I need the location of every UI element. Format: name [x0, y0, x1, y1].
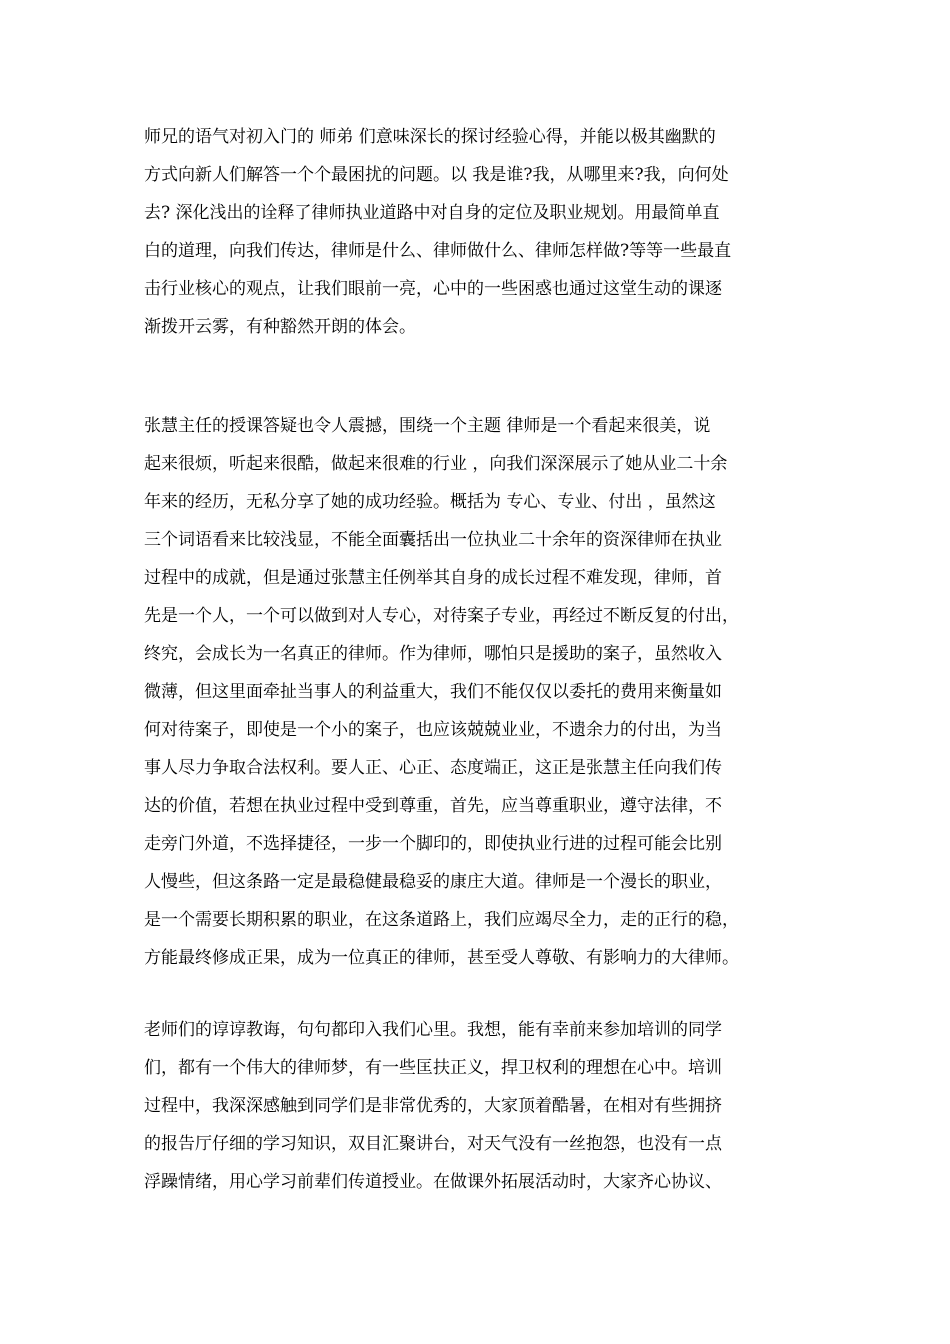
paragraph-2	[144, 407, 816, 977]
paragraph-line: 达的价值，若想在执业过程中受到尊重，首先，应当尊重职业，遵守法律，不	[144, 796, 722, 816]
paragraph-line: 年来的经历，无私分享了她的成功经验。概括为 专心、专业、付出 ，虽然这	[144, 492, 716, 512]
paragraph-line: 方能最终修成正果，成为一位真正的律师，甚至受人尊敬、有影响力的大律师。	[144, 948, 739, 968]
paragraph-line: 走旁门外道，不选择捷径，一步一个脚印的，即使执业行进的过程可能会比别	[144, 834, 722, 854]
paragraph-line: 老师们的谆谆教诲，句句都印入我们心里。我想，能有幸前来参加培训的同学	[144, 1020, 722, 1040]
paragraph-line: 们，都有一个伟大的律师梦，有一些匡扶正义，捍卫权利的理想在心中。培训	[144, 1058, 722, 1078]
paragraph-line: 张慧主任的授课答疑也令人震撼，围绕一个主题 律师是一个看起来很美，说	[144, 416, 711, 436]
paragraph-line: 三个词语看来比较浅显，不能全面囊括出一位执业二十余年的资深律师在执业	[144, 530, 722, 550]
paragraph-line: 白的道理，向我们传达，律师是什么、律师做什么、律师怎样做?等等一些最直	[144, 241, 732, 261]
paragraph-line: 过程中的成就，但是通过张慧主任例举其自身的成长过程不难发现，律师，首	[144, 568, 722, 588]
paragraph-line: 过程中，我深深感触到同学们是非常优秀的，大家顶着酷暑，在相对有些拥挤	[144, 1096, 722, 1116]
paragraph-line: 起来很烦，听起来很酷，做起来很难的行业 ，向我们深深展示了她从业二十余	[144, 454, 728, 474]
paragraph-line: 人慢些，但这条路一定是最稳健最稳妥的康庄大道。律师是一个漫长的职业，	[144, 872, 722, 892]
paragraph-line: 击行业核心的观点，让我们眼前一亮，心中的一些困惑也通过这堂生动的课逐	[144, 279, 722, 299]
paragraph-line: 终究，会成长为一名真正的律师。作为律师，哪怕只是援助的案子，虽然收入	[144, 644, 722, 664]
paragraph-line: 微薄，但这里面牵扯当事人的利益重大，我们不能仅仅以委托的费用来衡量如	[144, 682, 722, 702]
paragraph-line: 何对待案子，即使是一个小的案子，也应该兢兢业业，不遗余力的付出，为当	[144, 720, 722, 740]
paragraph-3	[144, 1011, 816, 1201]
paragraph-line: 去? 深化浅出的诠释了律师执业道路中对自身的定位及职业规划。用最简单直	[144, 203, 720, 223]
paragraph-line: 的报告厅仔细的学习知识，双目汇聚讲台，对天气没有一丝抱怨，也没有一点	[144, 1134, 722, 1154]
paragraph-line: 浮躁情绪，用心学习前辈们传道授业。在做课外拓展活动时，大家齐心协议、	[144, 1172, 722, 1192]
paragraph-line: 渐拨开云雾，有种豁然开朗的体会。	[144, 317, 416, 337]
paragraph-line: 事人尽力争取合法权利。要人正、心正、态度端正，这正是张慧主任向我们传	[144, 758, 722, 778]
paragraph-line: 方式向新人们解答一个个最困扰的问题。以 我是谁?我，从哪里来?我，向何处	[144, 165, 729, 185]
paragraph-line: 先是一个人，一个可以做到对人专心，对待案子专业，再经过不断反复的付出，	[144, 606, 739, 626]
paragraph-line: 是一个需要长期积累的职业，在这条道路上，我们应竭尽全力，走的正行的稳，	[144, 910, 739, 930]
paragraph-line: 师兄的语气对初入门的 师弟 们意味深长的探讨经验心得，并能以极其幽默的	[144, 127, 716, 147]
paragraph-1	[144, 118, 816, 346]
